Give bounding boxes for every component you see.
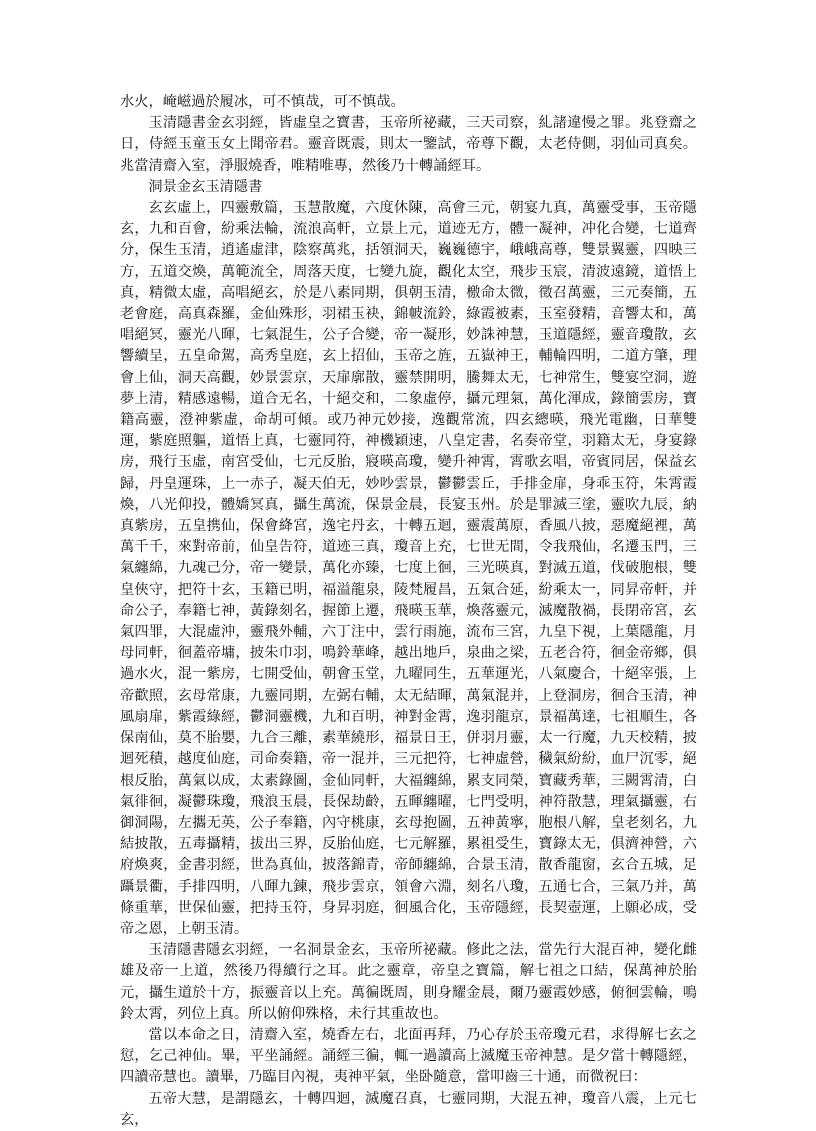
paragraph-intro: 玉清隱書金玄羽經，皆虛皇之寶書，玉帝所祕藏，三天司察，糺諸違慢之罪。兆登齋之日，侍經玉童玉女上聞帝君。靈音既震，則太一鑒試，帝尊下觀，太老侍側，羽仙司真矣。兆當清齋入室，淨服燒香，唯精唯專，然後乃十轉誦經耳。 [120,115,697,174]
paragraph-scripture-verse: 玄玄虛上，四靈敷篇，玉慧散魔，六度休陳，高會三元，朝宴九真，萬靈受事，玉帝隱玄，九和百會，紛乘法輪，流浪高軒，立景上元，道迹无方，體一凝神，冲化合變，七道齊分，保生玉清，逍遙虛津，陰察萬兆，括領洞天，巍巍德宇，峨峨高尊，雙景翼靈，四映三方，五道交煥，萬範流全，周落天度，七變九旋，觀化太空，飛步玉宸，清波遠鏡，道悟上真，精微太虛，高唱絕玄，於是八素同期，俱朝玉清，檄命太微，徵召萬靈，三元奏簡，五老會庭，高真森羅，金仙殊形，羽裙玉袂，錦帔流鈴，綠霞被素，玉室發精，音響太和，萬唱絕冥，靈光八暉，七氣混生，公子合變，帝一凝形，妙誅神慧，玉道隱經，靈音瓊散，玄響續呈，五皇命駕，高秀皇庭，玄上招仙，玉帝之旌，五嶽神王，輔輪四明，二道方肇，理會上仙，洞天高觀，妙景雲京，天扉廓散，靈禁開明，騰舞太无，七神常生，雙宴空洞，遊夢上清，精感遠暢，道合无名，十絕交和，二象虛停，攝元理氣，萬化渾成，錄簡雲房，寶籍高靈，澄神紫虛，命胡可傾。或乃神元妙接，逸觀常流，四玄總暎，飛光電幽，日華雙運，紫庭照軀，道悟上真，七靈同符，神機穎速，八皇定書，名奏帝堂，羽籍太无，身宴錄房，飛行玉虛，南宮受仙，七元反胎，寢暎高瓊，變升神霄，霄歌玄唱，帝賓同居，保益玄歸，丹皇運珠，上一赤子，凝天伯无，妙吵雲景，鬱鬱雲丘，手排金扉，身乖玉符，朱霄霞煥，八光仰投，體嬌冥真，攝生萬流，保景金晨，長宴玉州。於是罪滅三塗，靈吹九辰，納真紫房，五皇携仙，保會絳宮，逸宅丹玄，十轉五迴，靈震萬原，香風八披，惡魔絕裡，萬萬千千，來對帝前，仙皇告符，道迹三真，瓊音上充，七世无間，令我飛仙，名遷玉門，三氣纏綿，九魂己分，帝一變景，萬化亦臻，七度上徊，三光暎真，對滅五道，伐破胞根，雙皇俠守，把符十玄，玉籍已明，福溢龍泉，陵梵履昌，五氣合延，紛乘太一，同昇帝軒，并命公子，奉籍七神，黃錄刻名，握節上遷，飛暎玉華，煥落靈元，滅魔散禍，長閉帝宮，玄氣四罪，大混虛沖，靈飛外輔，六丁注中，雲行雨施，流布三宮，九皇下視，上葉隱龍，月母同軒，徊蓋帝墉，披朱巾羽，鳴鈴華峰，越出地戶，泉曲之梁，五老合符，徊金帝鄉，俱過水火，混一紫房，七開受仙，朝會玉堂，九曜同生，五華運光，八氣慶合，十絕宰張，上帝歡照，玄母常康，九靈同期，左弼右輔，太无結暉，萬氣混并，上登洞房，徊合玉清，神風扇扉，紫霞綠經，鬱洞靈機，九和百明，神對金霄，逸羽龍京，景福萬達，七祖順生，各保南仙，莫不胎嬰，九合三離，素華繞形，福景日王，併羽月靈，太一行魔，九天校精，披迴死積，越度仙庭，司命奏籍，帝一混并，三元把符，七神虛營，穢氣紛紛，血尸沉零，絕根反胎，萬氣以成，太素錄圖，金仙同軒，大福纏綿，累支同榮，寶藏秀華，三闕霄清，白氣徘徊，凝鬱珠瓊，飛浪玉晨，長保劫齡，五暉纏曜，七門受明，神符散慧，理氣攝靈，右御洞陽，左攜无英，公子奉籍，內守桃康，玄母抱圖，五神黃寧，胞根八解，皇老刻名，九結披散，五毒攝精，拔出三界，反胎仙庭，七元解羅，累祖受生，寶錄太无，俱濟神營，六府煥爽，金書羽經，世為真仙，披落錦青，帝師纏綿，合景玉清，散香龍窗，玄合五城，足躡景衢，手排四明，八暉九鍊，飛步雲京，領會六淵，刻名八瓊，五通七合，三氣乃并，萬條重華，世保仙靈，把持玉符，身昇羽庭，徊風合化，玉帝隱經，長契壺運，上願必成，受帝之恩，上朝玉清。 [120,200,697,937]
paragraph-incantation: 五帝大慧，是謂隱玄，十轉四迴，滅魔召真，七靈同期，大混五神，瓊音八震，上元七玄， [120,1090,697,1128]
paragraph-continuation: 水火，崦嵫過於履冰，可不慎哉，可不慎哉。 [120,94,405,110]
document-page [120,92,697,1131]
paragraph-ritual-instructions: 當以本命之日，清齋入室，燒香左右，北面再拜，乃心存於玉帝瓊元君，求得解七玄之愆，乞己神仙。畢，平坐誦經。誦經三徧，輒一過讀高上滅魔玉帝神慧。是夕當十轉隱經，四讀帝慧也。讀畢，乃臨目內視，夷神平氣，坐卧隨意，當叩齒三十通，而微祝曰： [120,1026,697,1086]
section-title: 洞景金玄玉清隱書 [148,178,263,195]
paragraph-commentary: 玉清隱書隱玄羽經，一名洞景金玄，玉帝所祕藏。修此之法，當先行大混百神，變化雌雄及帝一上道，然後乃得續行之耳。此之靈章，帝皇之寶篇，解七祖之口結，保萬神於胎元，攝生道於十方，振靈音以上充。萬徧既周，則身耀金晨，爾乃靈霞妙感，俯徊雲輪，鳴鈴太霄，列位上真。所以俯仰殊格，未行其重故也。 [120,942,697,1022]
